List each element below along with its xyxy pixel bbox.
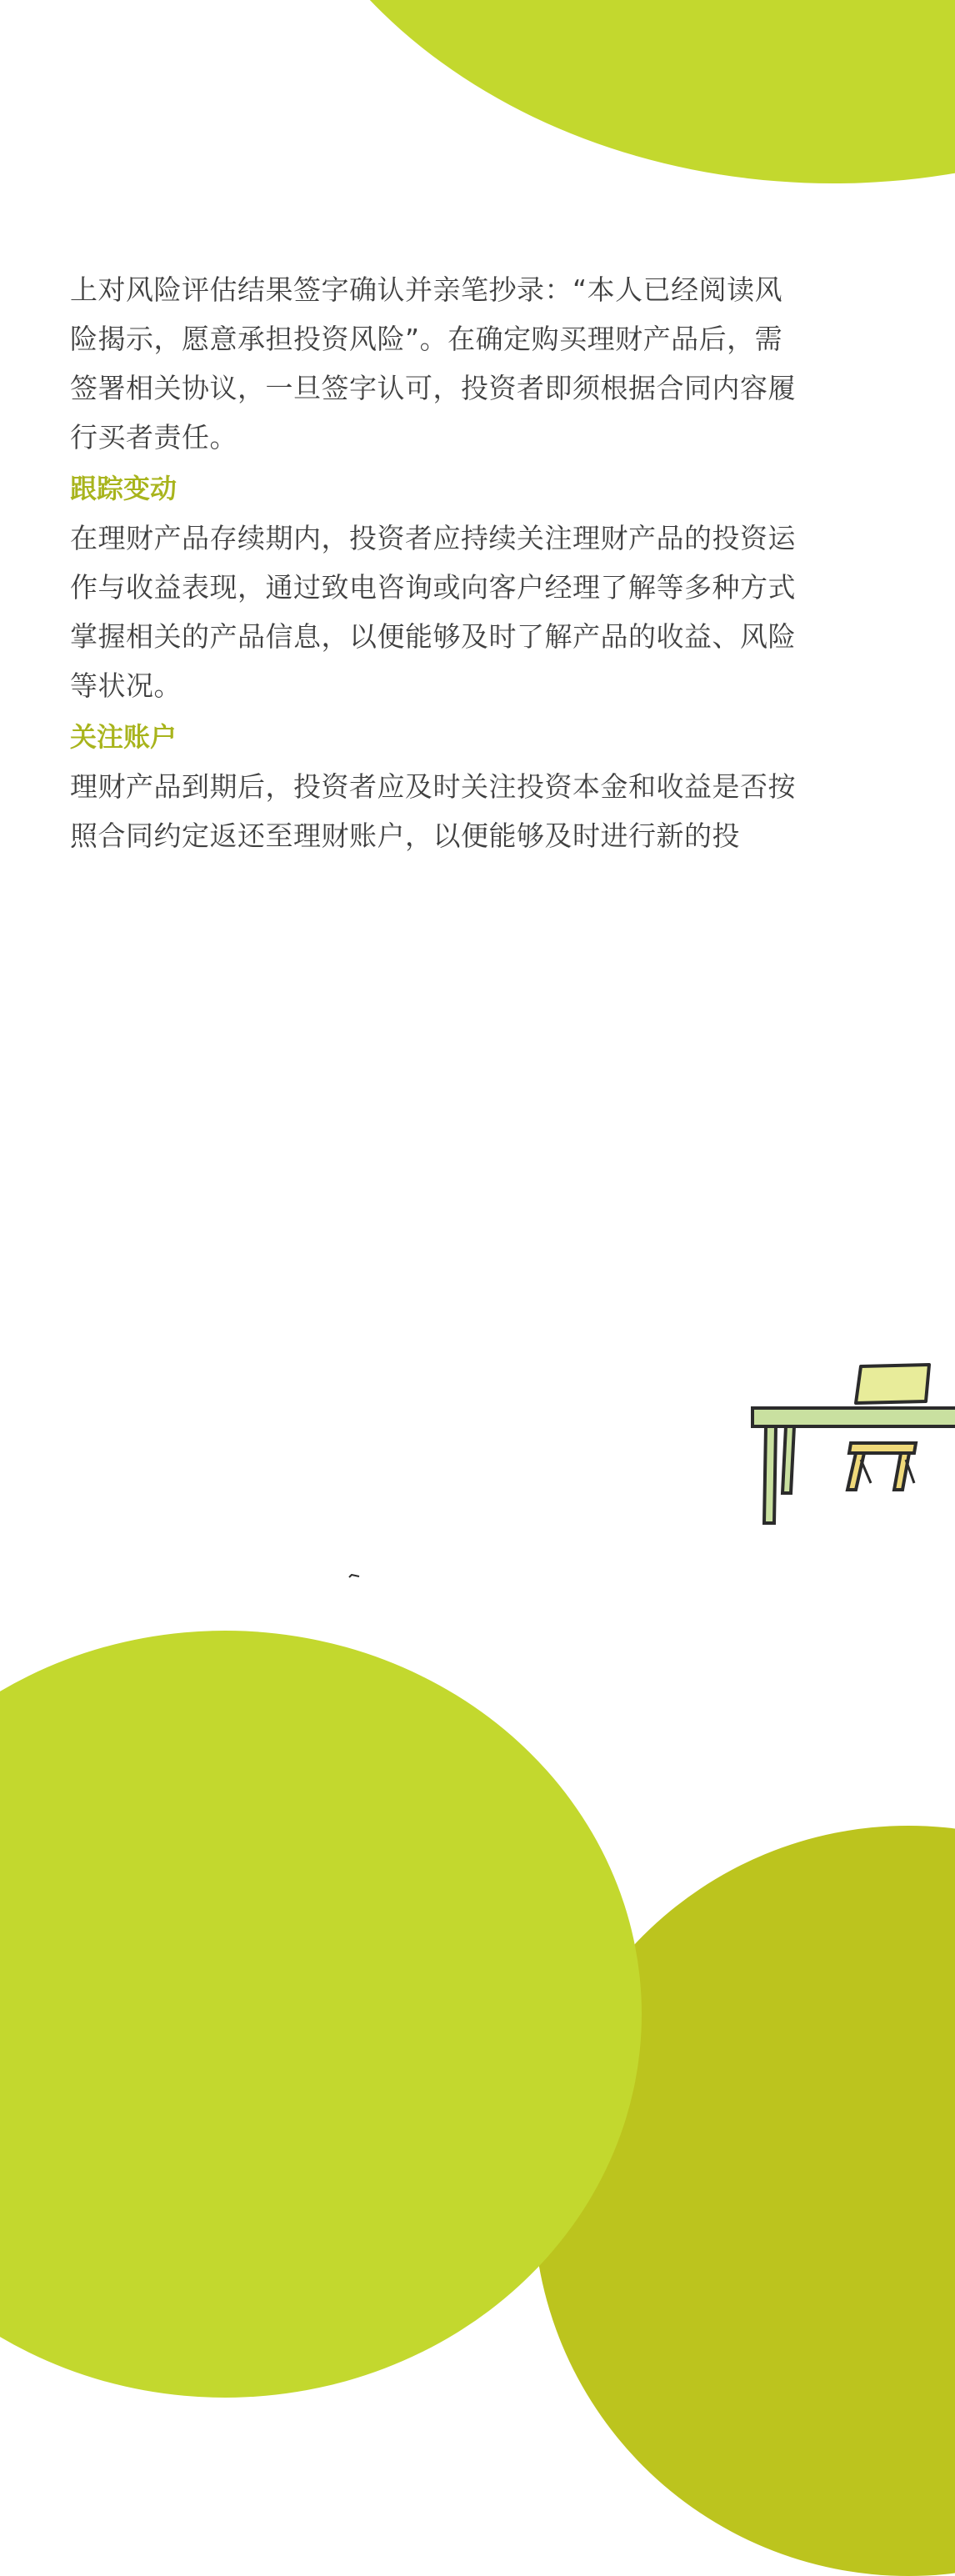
paragraph-watch-account: 理财产品到期后，投资者应及时关注投资本金和收益是否按 照合同约定返还至理财账户，以便能够及时进行新的投 bbox=[70, 770, 796, 852]
heading-watch-account: 关注账户 bbox=[70, 721, 178, 753]
paragraph-track-changes: 在理财产品存续期内，投资者应持续关注理财产品的投资运 作与收益表现，通过致电咨询或向客户经理了解等多种方式 掌握相关的产品信息，以便能够及时了解产品的收益、风险 等状况。 bbox=[70, 522, 796, 702]
heading-track-changes: 跟踪变动 bbox=[70, 473, 178, 504]
desk-chair-illustration-icon bbox=[746, 1363, 955, 1530]
article-body bbox=[70, 265, 807, 860]
paragraph-risk-confirmation: 上对风险评估结果签字确认并亲笔抄录：“本人已经阅读风 险揭示，愿意承担投资风险”。在确定购买理财产品后，需 签署相关协议，一旦签字认可，投资者即须根据合同内容履 行买者责任。 bbox=[70, 273, 796, 454]
small-dash-mark bbox=[348, 1574, 360, 1579]
top-decorative-blob bbox=[250, 0, 955, 183]
